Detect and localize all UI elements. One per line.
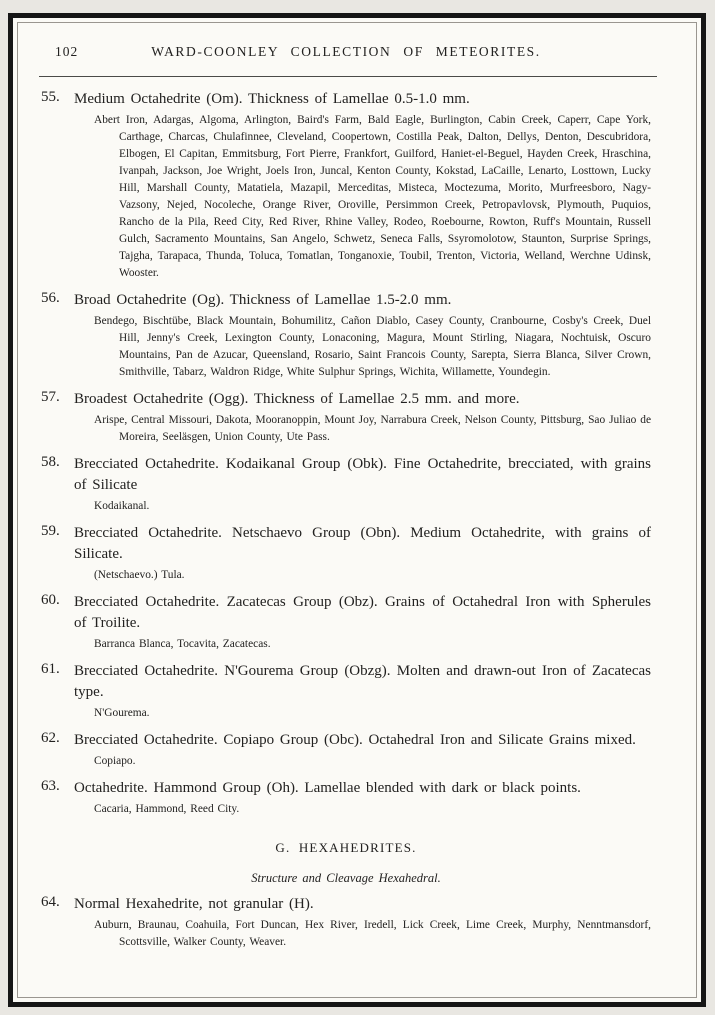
entry-meteorite-list: Copiapo. — [94, 755, 136, 767]
entry-heading: Broadest Octahedrite (Ogg). Thickness of Lamellae 2.5 mm. and more. — [74, 391, 520, 407]
entry-heading: Broad Octahedrite (Og). Thickness of Lamellae 1.5-2.0 mm. — [74, 292, 452, 308]
header-rule — [39, 76, 657, 77]
entry-meteorite-list: Arispe, Central Missouri, Dakota, Mooranoppin, Mount Joy, Narrabura Creek, Nelson County, Pittsburg, Sao Juliao de Moreira, Seeläsgen, Union County, Ute Pass. — [94, 414, 651, 443]
entry-number: 64. — [41, 894, 60, 910]
entry-meteorite-list: N'Gourema. — [94, 707, 150, 719]
entry-58 — [41, 454, 651, 515]
entry-number: 55. — [41, 89, 60, 105]
entry-number: 58. — [41, 454, 60, 470]
entry-number: 60. — [41, 592, 60, 608]
scanned-page — [8, 13, 706, 1007]
entry-heading: Brecciated Octahedrite. Netschaevo Group (Obn). Medium Octahedrite, with grains of Silicate. — [74, 525, 651, 562]
section-title-hexahedrites: G. HEXAHEDRITES. — [275, 840, 417, 855]
entry-61 — [41, 661, 651, 722]
entry-number: 59. — [41, 523, 60, 539]
entry-heading: Brecciated Octahedrite. N'Gourema Group (Obzg). Molten and drawn-out Iron of Zacatecas type. — [74, 663, 651, 700]
entry-55 — [41, 89, 651, 282]
entry-number: 62. — [41, 730, 60, 746]
page-header — [41, 40, 651, 64]
entry-meteorite-list: Auburn, Braunau, Coahuila, Fort Duncan, Hex River, Iredell, Lick Creek, Lime Creek, Murphy, Nenntmansdorf, Scottsville, Walker County, Weaver. — [94, 919, 651, 948]
entry-meteorite-list: Bendego, Bischtübe, Black Mountain, Bohumilitz, Cañon Diablo, Casey County, Cranbourne, Cosby's Creek, Duel Hill, Jenny's Creek, Lexington County, Lonaconing, Magura, Mount Stirling, Niagara, Nochtuisk, Oscuro Mountains, Pan de Azucar, Queensland, Rosario, Saint Francois County, Sarepta, Sierra Blanca, Silver Crown, Smithville, Tabarz, Waldron Ridge, White Sulphur Springs, Wichita, Willamette, Youndegin. — [94, 315, 651, 378]
entry-meteorite-list: (Netschaevo.) Tula. — [94, 569, 185, 581]
section-subtitle: Structure and Cleavage Hexahedral. — [251, 871, 441, 885]
entry-number: 61. — [41, 661, 60, 677]
entry-64 — [41, 894, 651, 951]
entry-number: 56. — [41, 290, 60, 306]
page-content — [19, 24, 695, 996]
entry-heading: Octahedrite. Hammond Group (Oh). Lamellae blended with dark or black points. — [74, 780, 581, 796]
entry-number: 57. — [41, 389, 60, 405]
entry-57 — [41, 389, 651, 446]
entry-56 — [41, 290, 651, 381]
entry-heading: Brecciated Octahedrite. Zacatecas Group (Obz). Grains of Octahedral Iron with Spherules of Troilite. — [74, 594, 651, 631]
entry-heading: Normal Hexahedrite, not granular (H). — [74, 896, 314, 912]
running-title: WARD-COONLEY COLLECTION OF METEORITES. — [151, 44, 541, 59]
entry-59 — [41, 523, 651, 584]
entry-meteorite-list: Barranca Blanca, Tocavita, Zacatecas. — [94, 638, 271, 650]
entry-63 — [41, 778, 651, 818]
entry-heading: Medium Octahedrite (Om). Thickness of Lamellae 0.5-1.0 mm. — [74, 91, 470, 107]
entry-heading: Brecciated Octahedrite. Kodaikanal Group (Obk). Fine Octahedrite, brecciated, with grains of Silicate — [74, 456, 651, 493]
page-number: 102 — [55, 44, 79, 59]
catalog-entries — [41, 89, 651, 951]
entry-meteorite-list: Kodaikanal. — [94, 500, 150, 512]
entry-62 — [41, 730, 651, 770]
entry-heading: Brecciated Octahedrite. Copiapo Group (Obc). Octahedral Iron and Silicate Grains mixed. — [74, 732, 636, 748]
entry-meteorite-list: Abert Iron, Adargas, Algoma, Arlington, Baird's Farm, Bald Eagle, Burlington, Cabin Creek, Caperr, Cape York, Carthage, Charcas, Chulafinnee, Cleveland, Coopertown, Costilla Peak, Dalton, Dellys, Denton, Descubridora, Elbogen, El Capitan, Emmitsburg, Fort Pierre, Frankfort, Guilford, Haniet-el-Beguel, Hayden Creek, Hraschina, Ivanpah, Jackson, Joe Wright, Joels Iron, Juncal, Kenton County, Kokstad, LaCaille, Lenarto, Losttown, Lucky Hill, Marshall County, Matatiela, Mazapil, Merceditas, Misteca, Moctezuma, Morito, Murfreesboro, Nagy-Vazsony, Nejed, Nocoleche, Orange River, Oroville, Persimmon Creek, Petropavlovsk, Plymouth, Puquios, Rancho de la Pila, Reed City, Red River, Rhine Valley, Rodeo, Roebourne, Rowton, Ruff's Mountain, Russell Gulch, Sacramento Mountains, San Angelo, Schwetz, Seneca Falls, Ssyromolotow, Staunton, Surprise Springs, Tajgha, Tarapaca, Thunda, Toluca, Tomatlan, Tonganoxie, Toubil, Trenton, Victoria, Welland, Werchne Udinsk, Wooster. — [94, 114, 651, 279]
entry-meteorite-list: Cacaria, Hammond, Reed City. — [94, 803, 240, 815]
entry-number: 63. — [41, 778, 60, 794]
entry-60 — [41, 592, 651, 653]
